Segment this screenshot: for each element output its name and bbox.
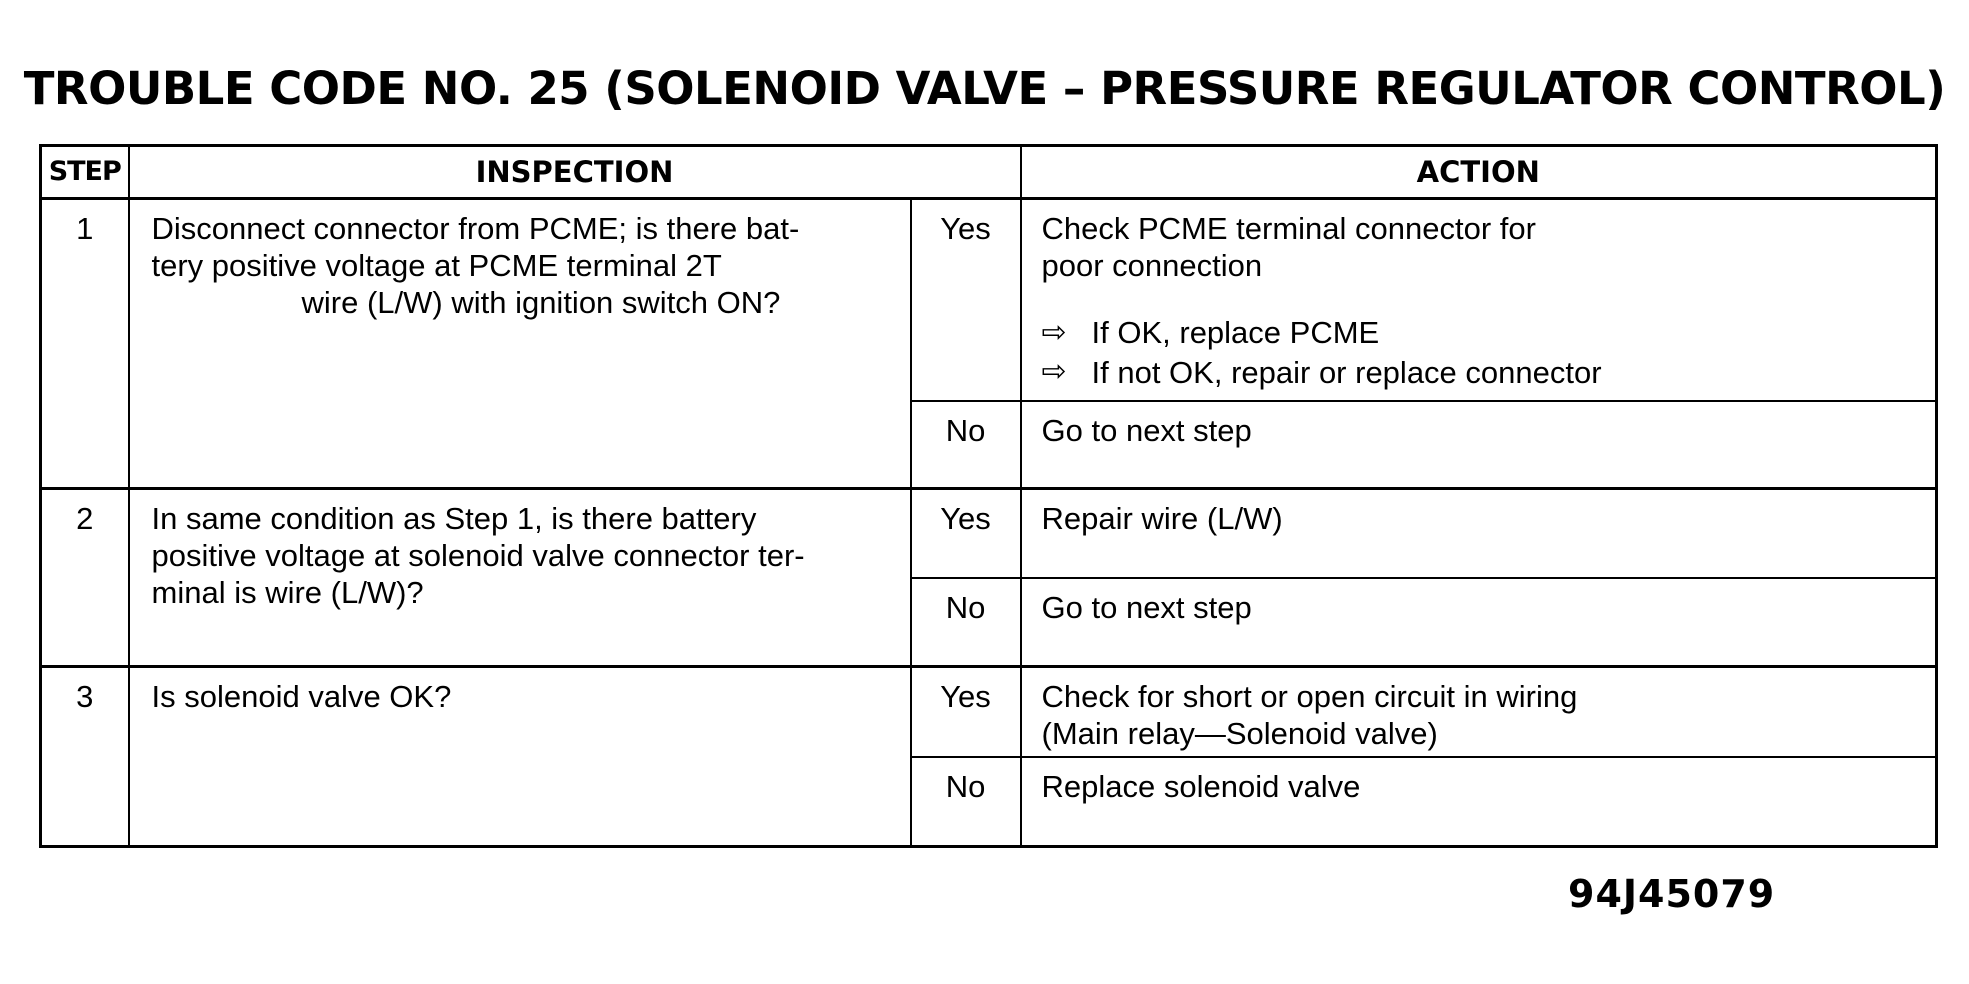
no-label: No [911, 401, 1021, 489]
inspection-line: wire (L/W) with ignition switch ON? [301, 285, 781, 321]
yes-action [1021, 667, 1937, 757]
header-step: STEP [41, 146, 129, 199]
arrow-right-icon: ⇨ [1041, 355, 1067, 389]
table-row [41, 489, 1937, 578]
step-number: 1 [41, 199, 129, 489]
action-line: (Main relay—Solenoid valve) [1041, 716, 1438, 752]
no-action: Go to next step [1021, 578, 1937, 667]
yes-label: Yes [911, 667, 1021, 757]
inspection-text [129, 199, 911, 489]
yes-action [1021, 199, 1937, 401]
inspection-text [129, 489, 911, 667]
inspection-line: positive voltage at solenoid valve connector ter- [151, 538, 805, 574]
inspection-line: tery positive voltage at PCME terminal 2T [151, 248, 722, 284]
no-action: Replace solenoid valve [1021, 757, 1937, 847]
step-number: 3 [41, 667, 129, 847]
inspection-line: In same condition as Step 1, is there battery [151, 501, 757, 536]
action-line: Check PCME terminal connector for [1041, 211, 1536, 246]
table-row [41, 667, 1937, 757]
table-row [41, 199, 1937, 401]
table-header-row [41, 146, 1937, 199]
bullet-text: If OK, replace PCME [1091, 315, 1380, 351]
yes-label: Yes [911, 199, 1021, 401]
figure-id: 94J45079 [1568, 872, 1776, 916]
header-action: ACTION [1021, 146, 1937, 199]
action-line: poor connection [1041, 248, 1263, 284]
inspection-line: minal is wire (L/W)? [151, 575, 424, 611]
inspection-text: Is solenoid valve OK? [129, 667, 911, 847]
yes-label: Yes [911, 489, 1021, 578]
no-action: Go to next step [1021, 401, 1937, 489]
inspection-line: Disconnect connector from PCME; is there bat- [151, 211, 800, 246]
step-number: 2 [41, 489, 129, 667]
yes-action: Repair wire (L/W) [1021, 489, 1937, 578]
action-bullet [1042, 354, 1916, 391]
action-line: Check for short or open circuit in wiring [1041, 679, 1578, 714]
header-inspection: INSPECTION [129, 146, 1021, 199]
page-title: TROUBLE CODE NO. 25 (SOLENOID VALVE – PRESSURE REGULATOR CONTROL) [23, 62, 1946, 115]
action-bullet [1042, 314, 1916, 351]
no-label: No [911, 578, 1021, 667]
no-label: No [911, 757, 1021, 847]
bullet-text: If not OK, repair or replace connector [1091, 354, 1602, 390]
trouble-code-table [39, 144, 1935, 844]
arrow-right-icon: ⇨ [1041, 315, 1067, 349]
